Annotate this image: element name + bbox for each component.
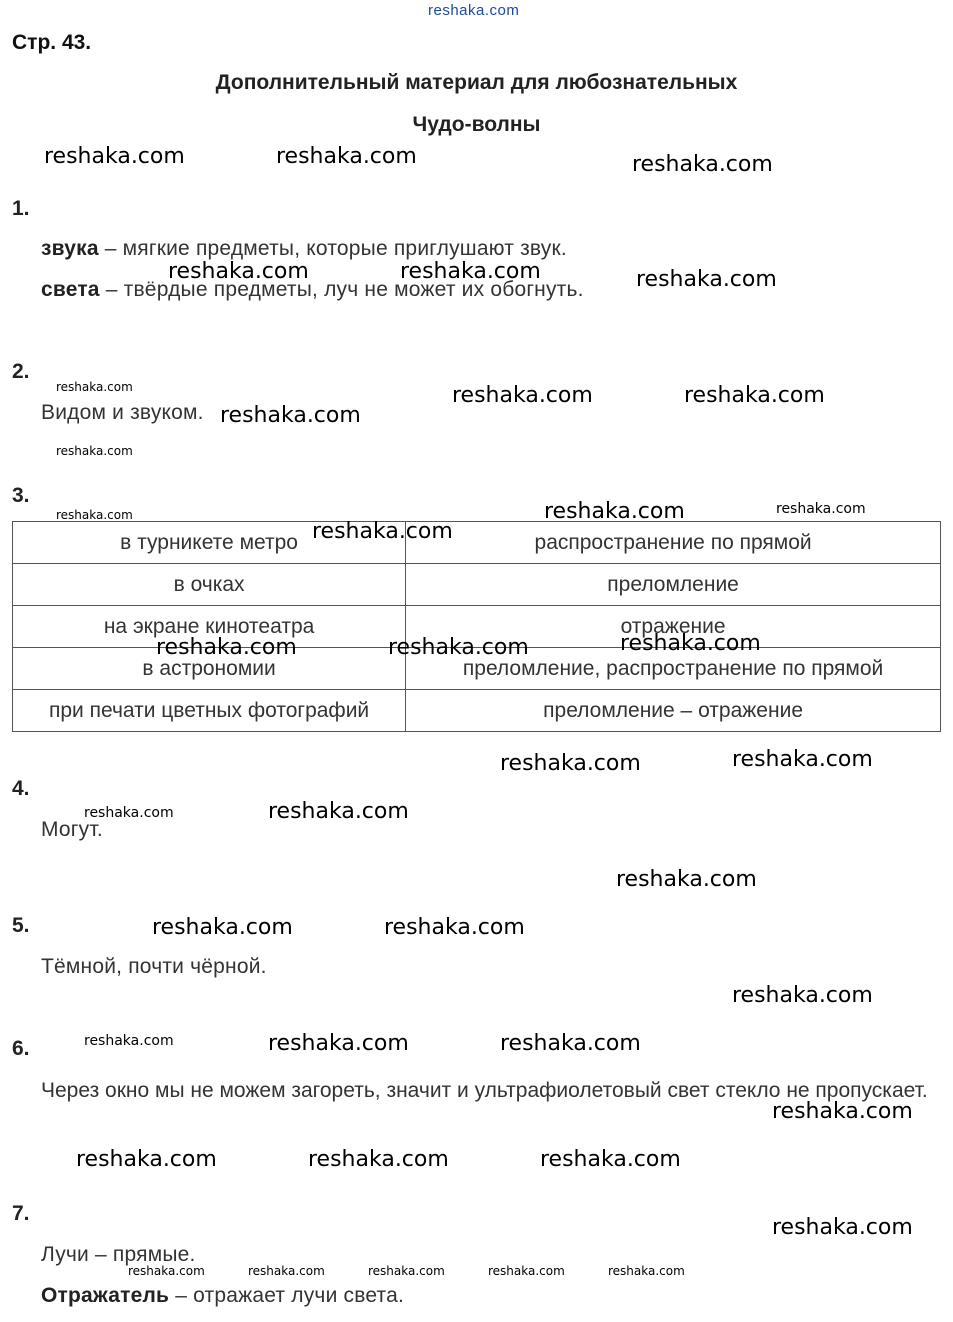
watermark: reshaka.com — [684, 383, 825, 408]
watermark-small: reshaka.com — [488, 1264, 565, 1278]
document-title: Дополнительный материал для любознательных — [215, 71, 738, 94]
document-subtitle: Чудо-волны — [412, 113, 541, 136]
page-header: Стр. 43. — [12, 31, 92, 54]
watermark: reshaka.com — [384, 915, 525, 940]
answer-7-text: – отражает лучи света. — [169, 1284, 405, 1307]
watermark: reshaka.com — [616, 867, 757, 892]
table-cell-right: преломление – отражение — [406, 690, 941, 732]
watermark: reshaka.com — [44, 144, 185, 169]
answer-2: Видом и звуком. — [41, 401, 204, 424]
watermark-small: reshaka.com — [84, 1033, 174, 1049]
answer-1-term-sound: звука — [41, 237, 99, 260]
watermark-small: reshaka.com — [128, 1264, 205, 1278]
watermark: reshaka.com — [500, 1031, 641, 1056]
watermark-small: reshaka.com — [608, 1264, 685, 1278]
question-number-6: 6. — [12, 1037, 30, 1060]
answer-7-term: Отражатель — [41, 1284, 170, 1307]
question-number-7: 7. — [12, 1202, 30, 1225]
table-cell-left: при печати цветных фотографий — [13, 690, 406, 732]
table-row — [13, 564, 941, 606]
table-cell-right: распространение по прямой — [406, 522, 941, 564]
watermark: reshaka.com — [500, 751, 641, 776]
table-cell-left: в очках — [13, 564, 406, 606]
watermark: reshaka.com — [312, 519, 453, 544]
answer-7-line-2 — [41, 1284, 404, 1308]
watermark: reshaka.com — [220, 403, 361, 428]
answer-1-term-light: света — [41, 278, 100, 301]
watermark-small: reshaka.com — [56, 508, 133, 522]
watermark: reshaka.com — [544, 499, 685, 524]
watermark: reshaka.com — [732, 747, 873, 772]
watermark: reshaka.com — [632, 152, 773, 177]
watermark-small: reshaka.com — [84, 805, 174, 821]
watermark-small: reshaka.com — [248, 1264, 325, 1278]
table-cell-left: на экране кинотеатра — [13, 606, 406, 648]
question-number-4: 4. — [12, 777, 30, 800]
answer-6: Через окно мы не можем загореть, значит и ультрафиолетовый свет стекло не пропускает. — [41, 1079, 928, 1102]
watermark: reshaka.com — [156, 635, 297, 660]
site-watermark-top: reshaka.com — [428, 2, 520, 19]
table-row — [13, 690, 941, 732]
watermark: reshaka.com — [772, 1099, 913, 1124]
answer-3-table — [12, 521, 941, 732]
table-cell-right: отражение — [406, 606, 941, 648]
question-number-1: 1. — [12, 197, 30, 220]
question-number-3: 3. — [12, 484, 30, 507]
watermark: reshaka.com — [308, 1147, 449, 1172]
watermark: reshaka.com — [76, 1147, 217, 1172]
answer-5: Тёмной, почти чёрной. — [41, 955, 267, 978]
watermark: reshaka.com — [276, 144, 417, 169]
question-number-2: 2. — [12, 360, 30, 383]
watermark: reshaka.com — [772, 1215, 913, 1240]
watermark-small: reshaka.com — [368, 1264, 445, 1278]
answer-7-line-1: Лучи – прямые. — [41, 1243, 196, 1266]
watermark-small: reshaka.com — [56, 444, 133, 458]
watermark: reshaka.com — [268, 1031, 409, 1056]
table-cell-left: в турникете метро — [13, 522, 406, 564]
table-cell-right: преломление, распространение по прямой — [406, 648, 941, 690]
answer-4: Могут. — [41, 818, 103, 841]
question-number-5: 5. — [12, 914, 30, 937]
watermark: reshaka.com — [400, 259, 541, 284]
table-cell-right: преломление — [406, 564, 941, 606]
watermark: reshaka.com — [732, 983, 873, 1008]
watermark: reshaka.com — [168, 259, 309, 284]
watermark: reshaka.com — [636, 267, 777, 292]
watermark: reshaka.com — [620, 631, 761, 656]
watermark: reshaka.com — [152, 915, 293, 940]
table-cell-left: в астрономии — [13, 648, 406, 690]
watermark-small: reshaka.com — [776, 501, 866, 517]
watermark: reshaka.com — [268, 799, 409, 824]
answer-1-line-1 — [41, 237, 567, 261]
watermark: reshaka.com — [540, 1147, 681, 1172]
watermark-small: reshaka.com — [56, 380, 133, 394]
watermark: reshaka.com — [452, 383, 593, 408]
answer-1-text-light: – твёрдые предметы, луч не может их обогнуть. — [99, 278, 584, 301]
answer-1-text-sound: – мягкие предметы, которые приглушают звук. — [98, 237, 567, 260]
table-row — [13, 522, 941, 564]
watermark: reshaka.com — [388, 635, 529, 660]
